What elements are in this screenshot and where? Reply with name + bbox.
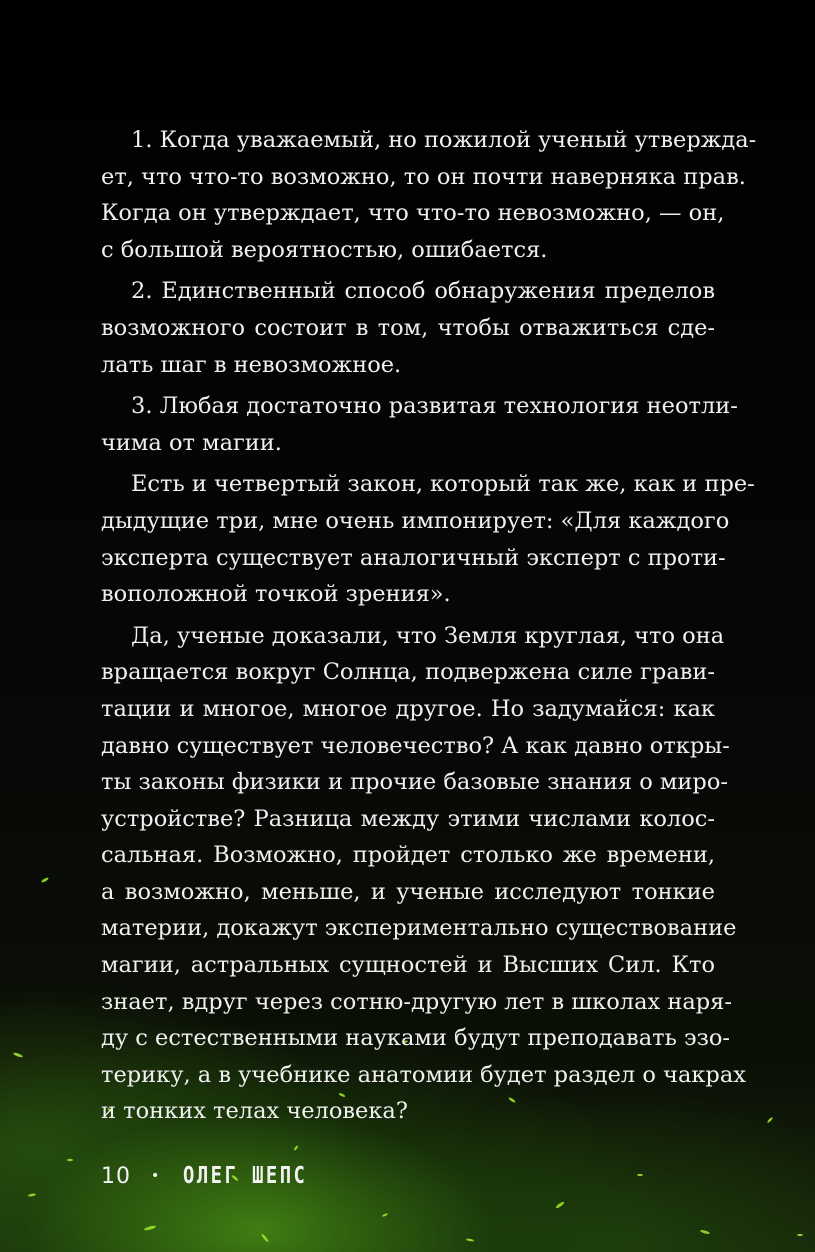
text-line: дыдущие три, мне очень импонирует: «Для каждого xyxy=(101,507,730,534)
text-line: устройстве? Разница между этими числами колос- xyxy=(101,805,715,832)
paragraph-fourth-law xyxy=(101,466,755,612)
author-name: ОЛЕГ ШЕПС xyxy=(183,1163,308,1189)
text-line: чима от магии. xyxy=(101,429,282,456)
text-line: 1. Когда уважаемый, но пожилой ученый утвержда- xyxy=(131,127,757,153)
text-line: с большой вероятностью, ошибается. xyxy=(101,236,548,263)
page-number: 10 xyxy=(101,1163,131,1189)
text-line: ты законы физики и прочие базовые знания о миро- xyxy=(101,769,728,796)
paragraph-scientists xyxy=(101,618,746,1130)
text-line: ду с естественными науками будут преподавать эзо- xyxy=(101,1025,730,1052)
text-line: материи, докажут экспериментально существование xyxy=(101,915,737,942)
text-line: ет, что что-то возможно, то он почти наверняка прав. xyxy=(101,163,746,190)
text-line: знает, вдруг через сотню-другую лет в школах наря- xyxy=(101,988,732,1015)
bullet-separator: • xyxy=(151,1168,160,1184)
text-line: лать шаг в невозможное. xyxy=(101,351,402,378)
body-text xyxy=(101,122,757,1130)
text-line: вращается вокруг Солнца, подвержена силе грави- xyxy=(101,659,715,686)
text-line: воположной точкой зрения». xyxy=(101,581,451,608)
text-line: а возможно, меньше, и ученые исследуют тонкие xyxy=(101,878,715,905)
text-line: 3. Любая достаточно развитая технология неотли- xyxy=(131,393,738,420)
paragraph-law-2 xyxy=(101,273,715,383)
text-line: эксперта существует аналогичный эксперт с проти- xyxy=(101,544,726,571)
text-line: Есть и четвертый закон, который так же, как и пре- xyxy=(131,471,755,498)
text-line: 2. Единственный способ обнаружения пределов xyxy=(131,278,715,305)
paragraph-law-3 xyxy=(101,388,738,461)
text-line: давно существует человечество? А как давно откры- xyxy=(101,732,730,759)
text-line: сальная. Возможно, пройдет столько же времени, xyxy=(101,842,715,869)
text-line: магии, астральных сущностей и Высших Сил. Кто xyxy=(101,952,715,979)
text-line: возможного состоит в том, чтобы отважиться сде- xyxy=(101,314,715,341)
text-line: Когда он утверждает, что что-то невозможно, — он, xyxy=(101,200,725,227)
text-line: тации и многое, многое другое. Но задумайся: как xyxy=(101,695,715,722)
text-line: Да, ученые доказали, что Земля круглая, что она xyxy=(131,622,725,649)
text-line: и тонких телах человека? xyxy=(101,1098,408,1125)
text-line: терику, а в учебнике анатомии будет раздел о чакрах xyxy=(101,1061,746,1088)
page-footer xyxy=(101,1158,335,1194)
paragraph-law-1 xyxy=(101,122,757,268)
